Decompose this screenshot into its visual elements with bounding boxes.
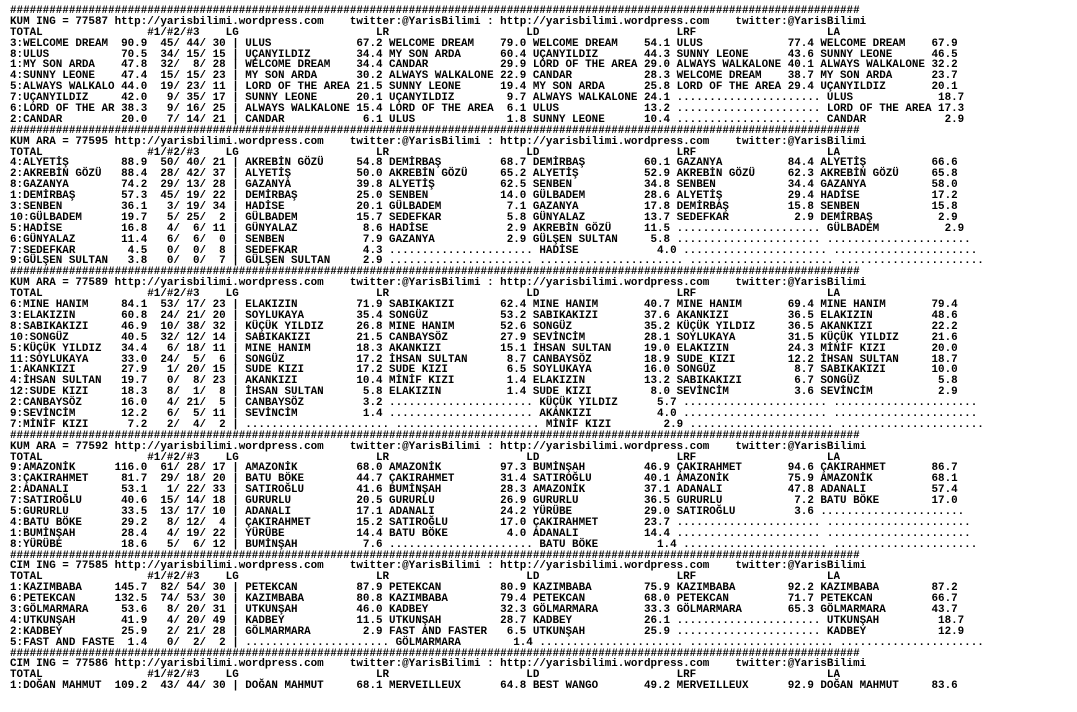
data-row-line: 1:DEMİRBAŞ 57.3 45/ 19/ 22 | DEMİRBAŞ 25.0 SENBEN 14.0 GÜLBADEM 28.6 ALYETİŞ 29.4 HADİSE 17.2 [10, 190, 958, 203]
data-row-line: 9:AMAZONİK 116.0 61/ 28/ 17 | AMAZONİK 68.0 AMAZONİK 97.3 BUMİNŞAH 46.9 ÇAKIRAHMET 94.6 ÇAKIRAHMET 86.7 [10, 462, 958, 475]
race-header-line: KUM ARA = 77592 http://yarisbilimi.wordpress.com twitter:@YarisBilimi : http://yarisbilimi.wordpress.com twitter:@YarisBilimi [10, 440, 867, 453]
data-row-line: 8:YÜRÜBE 18.6 5/ 6/ 12 | BUMİNŞAH 7.6 ...................... BATU BÖKE 1.4 ...................... ...................... [10, 538, 978, 551]
column-header-line: TOTAL #1/#2/#3 LG LR LD LRF LA [10, 146, 841, 159]
data-row-line: 8:SABIKAKIZI 46.9 10/ 38/ 32 | KÜÇÜK YILDIZ 26.8 MINE HANIM 52.6 SONGÜZ 35.2 KÜÇÜK YILDIZ 36.5 AKANKIZI 22.2 [10, 320, 958, 333]
data-row-line: 4:ALYETİŞ 88.9 50/ 40/ 21 | AKREBİN GÖZÜ 54.8 DEMİRBAŞ 68.7 DEMİRBAŞ 60.1 GAZANYA 84.4 ALYETİŞ 66.6 [10, 157, 958, 170]
data-row-line: 9:SEVİNCİM 12.2 6/ 5/ 11 | SEVİNCİM 1.4 ...................... AKANKIZI 4.0 ...................... ...................... [10, 407, 978, 420]
data-row-line: 6:GÜNYALAZ 11.4 6/ 6/ 0 | SENBEN 7.9 GAZANYA 2.9 GÜLŞEN SULTAN 5.8 ...................... ...................... [10, 233, 971, 246]
race-header-line: KUM ING = 77587 http://yarisbilimi.wordpress.com twitter:@YarisBilimi : http://yarisbilimi.wordpress.com twitter:@YarisBilimi [10, 15, 867, 28]
data-row-line: 1:DOĞAN MAHMUT 109.2 43/ 44/ 30 | DOĞAN MAHMUT 68.1 MERVEILLEUX 64.8 BEST WANGO 49.2 MERVEILLEUX 92.9 DOĞAN MAHMUT 83.6 [10, 680, 958, 693]
column-header-line: TOTAL #1/#2/#3 LG LR LD LRF LA [10, 571, 841, 584]
data-row-line: 2:CANBAYSÖZ 16.0 4/ 21/ 5 | CANBAYSÖZ 3.2 ...................... KÜÇÜK YILDIZ 5.7 ...................... ...................... [10, 397, 978, 410]
data-row-line: 2:KADBEY 25.9 2/ 21/ 28 | GÖLMARMARA 2.9 FAST AND FASTER 6.5 UTKUNŞAH 25.9 ...................... KADBEY 12.9 [10, 625, 965, 638]
column-header-line: TOTAL #1/#2/#3 LG LR LD LRF LA [10, 26, 841, 39]
column-header-line: TOTAL #1/#2/#3 LG LR LD LRF LA [10, 451, 841, 464]
data-row-line: 1:BUMİNŞAH 28.4 4/ 19/ 22 | YÜRÜBE 14.4 BATU BÖKE 4.0 ADANALI 14.4 ...................... ...................... [10, 527, 971, 540]
data-row-line: 3:ÇAKIRAHMET 81.7 29/ 18/ 20 | BATU BÖKE 44.7 ÇAKIRAHMET 31.4 SATIROĞLU 40.1 AMAZONİK 75.9 AMAZONİK 68.1 [10, 473, 958, 486]
separator-line: ################################################################################################################################## [10, 647, 860, 660]
data-row-line: 5:FAST AND FASTE 1.4 0/ 2/ 2 | ...................... GÖLMARMARA 1.4 ...................... ...................... ...................... [10, 636, 984, 649]
separator-line: ################################################################################################################################## [10, 549, 860, 562]
data-row-line: 2:AKREBİN GÖZÜ 88.4 28/ 42/ 37 | ALYETİŞ 50.0 AKREBİN GÖZÜ 65.2 ALYETİŞ 52.9 AKREBİN GÖZÜ 62.3 AKREBİN GÖZÜ 65.8 [10, 168, 958, 181]
column-header-line: TOTAL #1/#2/#3 LG LR LD LRF LA [10, 669, 841, 682]
data-row-line: 4:UTKUNŞAH 41.9 4/ 20/ 49 | KADBEY 11.5 UTKUNŞAH 28.7 KADBEY 26.1 ...................... UTKUNŞAH 18.7 [10, 614, 965, 627]
data-row-line: 2:ADANALI 53.1 1/ 22/ 33 | SATIROĞLU 41.6 BUMİNŞAH 28.3 AMAZONİK 37.1 ADANALI 47.8 ADANALI 57.4 [10, 484, 958, 497]
data-row-line: 5:GURURLU 33.5 13/ 17/ 10 | ADANALI 17.1 ADANALI 24.2 YÜRÜBE 29.0 SATIROĞLU 3.6 ...................... [10, 505, 965, 518]
race-header-line: CIM ING = 77586 http://yarisbilimi.wordpress.com twitter:@YarisBilimi : http://yarisbilimi.wordpress.com twitter:@YarisBilimi [10, 658, 867, 671]
data-row-line: 5:ALWAYS WALKALO 44.0 19/ 23/ 11 | LORD OF THE AREA 21.5 SUNNY LEONE 19.4 MY SON ARDA 25.8 LORD OF THE AREA 29.4 UÇANYILDIZ 20.1 [10, 81, 958, 94]
column-header-line: TOTAL #1/#2/#3 LG LR LD LRF LA [10, 288, 841, 301]
separator-line: ################################################################################################################################## [10, 266, 860, 279]
data-row-line: 7:MİNİF KIZI 7.2 2/ 4/ 2 | ...................... ...................... MİNİF KIZI 2.9 ...................... ...................... [10, 418, 984, 431]
data-row-line: 3:WELCOME DREAM 90.9 45/ 44/ 30 | ULUS 67.2 WELCOME DREAM 79.0 WELCOME DREAM 54.1 ULUS 77.4 WELCOME DREAM 67.9 [10, 37, 958, 50]
data-row-line: 6:PETEKCAN 132.5 74/ 53/ 30 | KAZIMBABA 80.8 KAZIMBABA 79.4 PETEKCAN 68.0 PETEKCAN 71.7 PETEKCAN 66.7 [10, 593, 958, 606]
race-header-line: KUM ARA = 77595 http://yarisbilimi.wordpress.com twitter:@YarisBilimi : http://yarisbilimi.wordpress.com twitter:@YarisBilimi [10, 135, 867, 148]
separator-line: ################################################################################################################################## [10, 5, 860, 17]
data-row-line: 3:SENBEN 36.1 3/ 19/ 34 | HADİSE 20.1 GÜLBADEM 7.1 GAZANYA 17.8 DEMİRBAŞ 15.8 SENBEN 15.8 [10, 201, 958, 214]
data-row-line: 8:ULUS 70.5 34/ 15/ 15 | UÇANYILDIZ 34.4 MY SON ARDA 60.4 UÇANYILDIZ 44.3 SUNNY LEONE 43.6 SUNNY LEONE 46.5 [10, 48, 958, 61]
separator-line: ################################################################################################################################## [10, 124, 860, 137]
data-row-line: 11:SOYLUKAYA 33.0 24/ 5/ 6 | SONGÜZ 17.2 İHSAN SULTAN 8.7 CANBAYSÖZ 18.9 SUDE KIZI 12.2 İHSAN SULTAN 18.7 [10, 353, 958, 366]
data-row-line: 7:UÇANYILDIZ 42.0 9/ 35/ 17 | SUNNY LEONE 20.1 UÇANYILDIZ 9.7 ALWAYS WALKALONE 24.1 ...................... ULUS 18.7 [10, 92, 965, 105]
data-row-line: 9:GÜLŞEN SULTAN 3.8 0/ 0/ 7 | GÜLŞEN SULTAN 2.9 ...................... ...................... ...................... ...................... [10, 255, 984, 268]
data-row-line: 3:GÖLMARMARA 53.6 8/ 20/ 31 | UTKUNŞAH 46.0 KADBEY 32.3 GÖLMARMARA 33.3 GÖLMARMARA 65.3 GÖLMARMARA 43.7 [10, 603, 958, 616]
data-row-line: 5:HADİSE 16.8 4/ 6/ 11 | GÜNYALAZ 8.6 HADİSE 2.9 AKREBİN GÖZÜ 11.5 ...................... GÜLBADEM 2.9 [10, 222, 965, 235]
data-row-line: 7:SEDEFKAR 4.5 0/ 0/ 8 | SEDEFKAR 4.3 ...................... HADİSE 4.0 ...................... ...................... [10, 244, 978, 257]
data-row-line: 4:BATU BÖKE 29.2 8/ 12/ 4 | ÇAKIRAHMET 15.2 SATIROĞLU 17.0 ÇAKIRAHMET 23.7 ...................... ...................... [10, 516, 971, 529]
data-row-line: 1:MY SON ARDA 47.8 32/ 8/ 28 | WELCOME DREAM 34.4 CANDAR 29.9 LORD OF THE AREA 29.0 ALWAYS WALKALONE 40.1 ALWAYS WALKALONE 32.2 [10, 59, 958, 72]
data-row-line: 1:AKANKIZI 27.9 1/ 20/ 15 | SUDE KIZI 17.2 SUDE KIZI 6.5 SOYLUKAYA 16.0 SONGÜZ 8.7 SABIKAKIZI 10.0 [10, 364, 958, 377]
data-row-line: 4:İHSAN SULTAN 19.7 0/ 8/ 23 | AKANKIZI 10.4 MİNİF KIZI 1.4 ELAKIZIN 13.2 SABIKAKIZI 6.7 SONGÜZ 5.8 [10, 375, 958, 388]
race-header-line: CIM ING = 77585 http://yarisbilimi.wordpress.com twitter:@YarisBilimi : http://yarisbilimi.wordpress.com twitter:@YarisBilimi [10, 560, 867, 573]
race-header-line: KUM ARA = 77589 http://yarisbilimi.wordpress.com twitter:@YarisBilimi : http://yarisbilimi.wordpress.com twitter:@YarisBilimi [10, 277, 867, 290]
data-row-line: 6:LORD OF THE AR 38.3 9/ 16/ 25 | ALWAYS WALKALONE 15.4 LORD OF THE AREA 6.1 ULUS 13.2 ...................... LORD OF THE AREA 17.3 [10, 103, 965, 116]
data-row-line: 4:SUNNY LEONE 47.4 15/ 15/ 23 | MY SON ARDA 30.2 ALWAYS WALKALONE 22.9 CANDAR 28.3 WELCOME DREAM 38.7 MY SON ARDA 23.7 [10, 70, 958, 83]
data-row-line: 5:KÜÇÜK YILDIZ 34.4 6/ 18/ 11 | MINE HANIM 18.3 AKANKIZI 15.1 İHSAN SULTAN 19.0 ELAKIZIN 24.3 MİNİF KIZI 20.0 [10, 342, 958, 355]
data-row-line: 12:SUDE KIZI 18.3 8/ 1/ 8 | İHSAN SULTAN 5.8 ELAKIZIN 1.4 SUDE KIZI 8.0 SEVİNCİM 3.6 SEVİNCİM 2.9 [10, 386, 958, 399]
data-row-line: 2:CANDAR 20.0 7/ 14/ 21 | CANDAR 6.1 ULUS 1.8 SUNNY LEONE 10.4 ...................... CANDAR 2.9 [10, 113, 965, 126]
data-row-line: 10:SONGÜZ 40.5 32/ 12/ 14 | SABIKAKIZI 21.5 CANBAYSÖZ 27.9 SEVİNCİM 28.1 SOYLUKAYA 31.5 KÜÇÜK YILDIZ 21.6 [10, 331, 958, 344]
data-row-line: 8:GAZANYA 74.2 29/ 13/ 28 | GAZANYA 39.8 ALYETİŞ 62.5 SENBEN 34.8 SENBEN 34.4 GAZANYA 58.0 [10, 179, 958, 192]
data-row-line: 7:SATIROĞLU 40.6 15/ 14/ 18 | GURURLU 20.5 GURURLU 26.9 GURURLU 36.5 GURURLU 7.2 BATU BÖKE 17.0 [10, 495, 958, 508]
data-row-line: 6:MINE HANIM 84.1 53/ 17/ 23 | ELAKIZIN 71.9 SABIKAKIZI 62.4 MINE HANIM 40.7 MINE HANIM 69.4 MINE HANIM 79.4 [10, 299, 958, 312]
data-row-line: 3:ELAKIZIN 60.8 24/ 21/ 20 | SOYLUKAYA 35.4 SONGÜZ 53.2 SABIKAKIZI 37.6 AKANKIZI 36.5 ELAKIZIN 48.6 [10, 309, 958, 322]
separator-line: ################################################################################################################################## [10, 429, 860, 442]
data-row-line: 1:KAZIMBABA 145.7 82/ 54/ 30 | PETEKCAN 87.9 PETEKCAN 80.9 KAZIMBABA 75.9 KAZIMBABA 92.2 KAZIMBABA 87.2 [10, 582, 958, 595]
data-row-line: 10:GÜLBADEM 19.7 5/ 25/ 2 | GÜLBADEM 15.7 SEDEFKAR 5.8 GÜNYALAZ 13.7 SEDEFKAR 2.9 DEMİRBAŞ 2.9 [10, 211, 958, 224]
